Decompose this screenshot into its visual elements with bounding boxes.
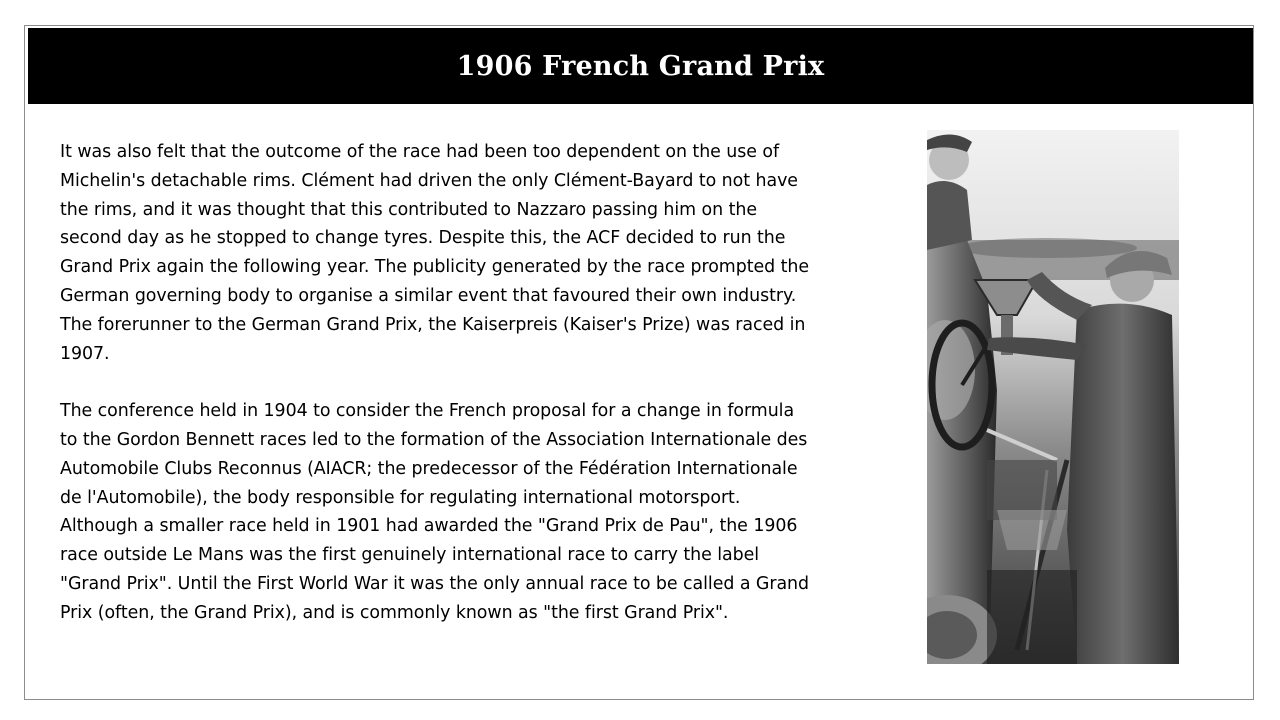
historic-photo [927,130,1179,664]
title-bar [28,28,1253,104]
body-text [60,138,815,628]
slide-frame [24,25,1254,700]
mechanics-refuelling-car-photo [927,130,1179,664]
paragraph-1: It was also felt that the outcome of the race had been too dependent on the use of Michelin's detachable rims. Clément had driven the only Clément-Bayard to not have the rims, and it was thought that this contributed to Nazzaro passing him on the second day as he stopped to change tyres. Despite this, the ACF decided to run the Grand Prix again the following year. The publicity generated by the race prompted the German governing body to organise a similar event that favoured their own industry. The forerunner to the German Grand Prix, the Kaiserpreis (Kaiser's Prize) was raced in 1907. [60,142,809,364]
slide-title: 1906 French Grand Prix [456,50,825,82]
paragraph-2: The conference held in 1904 to consider the French proposal for a change in formula to the Gordon Bennett races led to the formation of the Association Internationale des Automobile Clubs Reconnus (AIACR; the predecessor of the Fédération Internationale de l'Automobile), the body responsible for regulating international motorsport. Although a smaller race held in 1901 had awarded the "Grand Prix de Pau", the 1906 race outside Le Mans was the first genuinely international race to carry the label "Grand Prix". Until the First World War it was the only annual race to be called a Grand Prix (often, the Grand Prix), and is commonly known as "the first Grand Prix". [60,401,810,623]
